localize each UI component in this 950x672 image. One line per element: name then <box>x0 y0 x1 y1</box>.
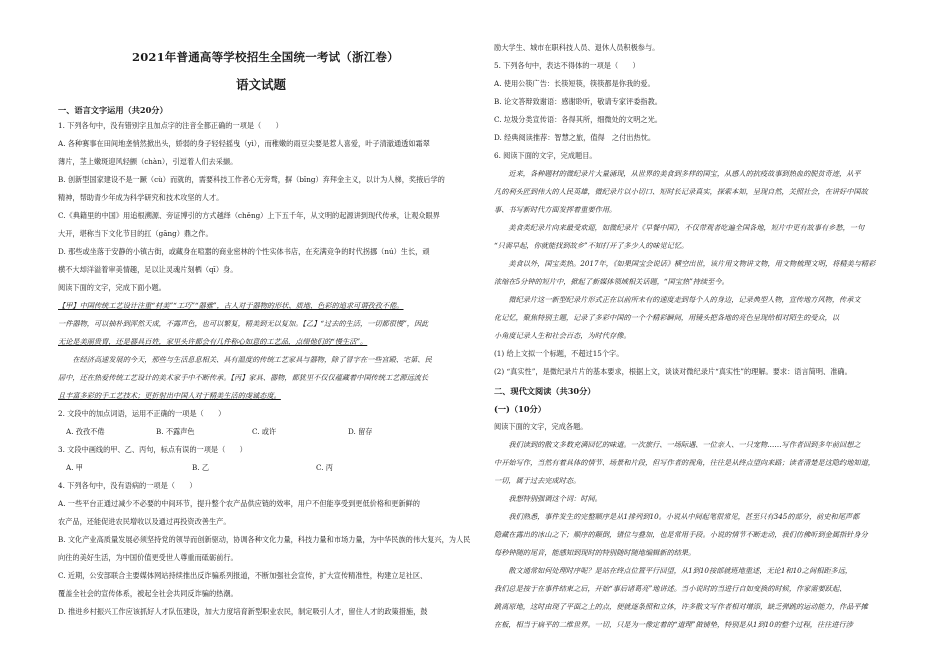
q4-option-b-line2: 向往的美好生活，为中国价值更受世人尊重而砥砺前行。 <box>58 553 238 562</box>
passage-line: 【甲】中国传统工艺设计注重“材美”“工巧”“器雅”，古人对于器物的形状、质地、色彩的追求可谓孜孜不倦。 <box>58 301 404 310</box>
passage-line: 我们读到的散文多数充满回忆的味道。一次旅行、一场际遇、一位亲人、一只宠物……写作者回到多年前回想之 <box>494 440 861 449</box>
q6-subquestion-1: (1) 给上文拟一个标题，不超过15个字。 <box>494 349 624 358</box>
q5-option-a: A. 使用公筷广告：长筷短筷，筷筷都是你我的爱。 <box>494 79 655 88</box>
question-6: 6. 阅读下面的文字，完成题目。 <box>494 151 597 160</box>
passage-line: 隐藏在露出的冰山之下；顺序的颠倒，错位与叠加，也是常用手段。小说的情节不断走动，我们仿佛听到金属指针身分 <box>494 530 868 539</box>
passage-line: 散文通常如何处理时序呢？是站在终点位置平行回望，从1到10按部就班地重述，无论1和10之间相距多远， <box>494 566 853 575</box>
question-2: 2. 文段中的加点词语，运用不正确的一项是（ ） <box>58 409 226 418</box>
q3-option-a: A. 甲 <box>66 463 83 472</box>
q5-option-d: D. 经典阅读推荐：智慧之旅，值得 之付出热忱。 <box>494 133 656 142</box>
passage-line: 一件器物，可以抽朴到浑然天成，不露声色，也可以繁复，精美到无以复加。【乙】“过去的生活，一切都很慢”，因此 <box>58 319 429 328</box>
reading-instruction: 阅读下面的文字，完成各题。 <box>494 422 588 431</box>
q4-option-d-line2: 励大学生、城市在职科技人员、退休人员积极参与。 <box>494 43 660 52</box>
q4-option-c-line1: C. 近期，公安部联合主要媒体网站持续推出反诈骗系列报道，不断加强社会宣传，扩大宣传精准性，构建立足社区、 <box>58 571 428 580</box>
q5-option-c: C. 垃圾分类宣传语：各得其所，细微处的文明之光。 <box>494 115 662 124</box>
q6-subquestion-2: (2) “真实性”，是微纪录片片的基本要求，根据上文，谈谈对微纪录片“真实性”的理解。要求：语言简明、准确。 <box>494 367 852 376</box>
exam-subtitle: 语文试题 <box>236 77 287 92</box>
passage-line: 跳离原地，这时由现了平面之上的点，便就逐条照和立体，许多散文写作者相对增添，缺乏弹跳的运动能力，作品平摊 <box>494 602 868 611</box>
question-5: 5. 下列各句中，表达不得体的一项是（ ） <box>494 61 640 70</box>
question-4: 4. 下列各句中，没有语病的一项是（ ） <box>58 481 197 490</box>
q3-option-b: B. 乙 <box>192 463 210 472</box>
passage-line: 居中，还在热爱传统工艺设计的美术家手中不断传承。【丙】家具、器物，都犹里不仅仅蕴藏着中国传统工艺源远流长 <box>58 373 429 382</box>
passage-line: 小角度记录人生和社会百态，为时代存像。 <box>494 331 631 340</box>
q4-option-b-line1: B. 文化产业高质量发展必须坚持党的领导而创新驱动，协调各种文化力量，科技力量和市场力量，为中华民族的伟大复兴，为人民 <box>58 535 471 544</box>
passage-line: 每秒钟随的尾音，能感知到现时的特别随时随地编辑新的结果。 <box>494 548 696 557</box>
question-1: 1. 下列各句中，没有错别字且加点字的注音全都正确的一项是（ ） <box>58 121 283 130</box>
q5-option-b: B. 论文答辩致谢语：感谢聆听，敬请专家评委指教。 <box>494 97 662 106</box>
passage-line: 且丰富多彩的手工艺技术；更折射出中国人对于精美生活的虔诚态度。 <box>58 391 281 400</box>
passage-line: 美食类纪录片向来最受欢迎，如微纪录片《早餐中国》，不仅带观者吃遍全国各地，短片中更有故事有乡愁，一句 <box>494 223 865 232</box>
question-3: 3. 文段中画线的甲、乙、丙句，标点有误的一项是（ ） <box>58 445 247 454</box>
passage-line: 事、书写新时代方面发挥着重要作用。 <box>494 205 617 214</box>
q1-option-c-line1: C.《典籍里的中国》用追根溯源、旁证博引的方式越绎（chěng）上下五千年，从文明的起源讲到现代传承，让观众眼界 <box>58 211 440 220</box>
section1-heading: 一、语言文字运用（共20分） <box>58 105 168 115</box>
section2-heading: 二、现代文阅读（共30分） <box>494 386 596 396</box>
q2-option-d: D. 留存 <box>348 427 373 436</box>
q1-option-b-line2: 精神，帮助青少年成为科学研究和技术攻坚的人才。 <box>58 193 224 202</box>
passage-line: 一切，属于过去完成时态。 <box>494 476 581 485</box>
q1-option-a-line1: A. 各种赛事在田间地垄悄然掀出头，娇弱的身子轻轻摇曳（yì），而稚嫩的雨豆尖要是惹人喜爱，叶子清澈通透如霜翠 <box>58 139 430 148</box>
passage-line: 我们总是按于在事件结束之后，开始“事后诸葛亮”地讲述。当小说时的当进行自如变换的时候，作家需要跃起、 <box>494 584 847 593</box>
q1-option-d-line1: D. 那些或坐落于安静的小镇古街，或藏身在喧嚣的商业密林的个性实体书店，在充满竞争的时代拐挪（nú）生长，顽 <box>58 247 430 256</box>
passage-line: 美食以外，国宝类热。2017年，《如果国宝会说话》横空出世，该片用文物讲文物，用文物梳理文明，将精美与精彩 <box>494 259 876 268</box>
passage-line: “只需早起，你就能找到故乡”不知打开了多少人的味觉记忆。 <box>494 241 689 250</box>
passage-line: 浓缩在5分钟的短片中，掀起了新媒体领域相关话题，“国宝热”持续至今。 <box>494 277 729 286</box>
passage-line: 在经济高速发展的今天，那些与生活息息相关、具有温度的传统工艺家具与器物，除了冒字在一些宫殿、宅第、民 <box>58 355 432 364</box>
reading-instruction: 阅读下面的文字，完成下面小题。 <box>58 283 166 292</box>
q3-option-c: C. 丙 <box>316 463 333 472</box>
passage-line: 在板，相当于扁平的二维世界。一切，只是为一像定着的“道理”做铺垫，特别是从1到10的整个过程，往往进行涉 <box>494 620 853 629</box>
exam-title: 2021年普通高等学校招生全国统一考试（浙江卷） <box>132 50 399 64</box>
passage-line: 我们熟悉，事件发生的完整顺序是从1排列到10。小说从中间起笔很常见，甚至只有345的部分，前史和尾声都 <box>494 512 860 521</box>
q2-option-c: C. 或许 <box>252 427 277 436</box>
passage-line: 凡的利头匠到伟大的人民英雄，微纪录片以小切口、短时长记录真实，探索本知，呈现自然，关照社会，在讲好中国故 <box>494 187 868 196</box>
q2-option-b: B. 不露声色 <box>156 427 195 436</box>
q1-option-b-line1: B. 创新型国家建设不是一蹶（cù）而就的，需要科技工作者心无旁骛，摒（bǐng）弃拜金主义，以计为人梯，奖掖后学的 <box>58 175 445 184</box>
q4-option-c-line2: 覆盖全社会的宣传体系，被起全社会共同反诈骗的热潮。 <box>58 589 238 598</box>
passage-line: 微纪录片这一新型纪录片形式正在以前所未有的速度走到每个人的身边，记录典型人物，宣传地方风物，传承文 <box>494 295 861 304</box>
subsection-1-heading: (一)（10分） <box>494 404 546 414</box>
q1-option-a-line2: 薄片，茎上嫩斑迎风轻颤（chàn），引逗着人们去采撷。 <box>58 157 238 166</box>
q4-option-a-line2: 农产品，还能促进农民增收以及通过再投资改善生产。 <box>58 517 231 526</box>
q2-option-a: A. 孜孜不倦 <box>66 427 105 436</box>
passage-line: 我想特别强调这个词：时间。 <box>494 494 602 503</box>
passage-line: 近来，各种题材的微纪录片大量涌现，从世界的美食到多样的国宝，从感人的抗疫故事到热血的脱贫奇迹，从平 <box>494 169 861 178</box>
q1-option-c-line2: 大开，堪称当下文化节目的扛（gāng）鼎之作。 <box>58 229 213 238</box>
passage-line: 中开始写作，当然有着具体的情节、场景和片段，但写作者的视角，往往是从终点望向来路；读者清楚是这隐约地知道， <box>494 458 875 467</box>
passage-line: 化记忆，聚焦特别主题，记录了多彩中国的一个个精彩瞬间，用镜头把各地的亮色呈现给相对陌生的受众，以 <box>494 313 840 322</box>
q1-option-d-line2: 横不大却洋溢着审美情趣，足以让灵魂片刻栖（qī）身。 <box>58 265 238 274</box>
q4-option-a-line1: A. 一些平台正通过减少不必要的中间环节，提升整个农产品供应链的效率，用户不但能享受到更低价格和更新鲜的 <box>58 499 420 508</box>
q4-option-d-line1: D. 推进乡村振兴工作应该抓好人才队伍建设，加大力度培育新型职业农民，制定吸引人才，留住人才的政策措施，鼓 <box>58 607 428 616</box>
passage-line: 无论是美丽贵胄，还是器具百姓，家里头许都会有几件称心如意的工艺品，点缀他们的“慢生活”。 <box>58 337 368 346</box>
